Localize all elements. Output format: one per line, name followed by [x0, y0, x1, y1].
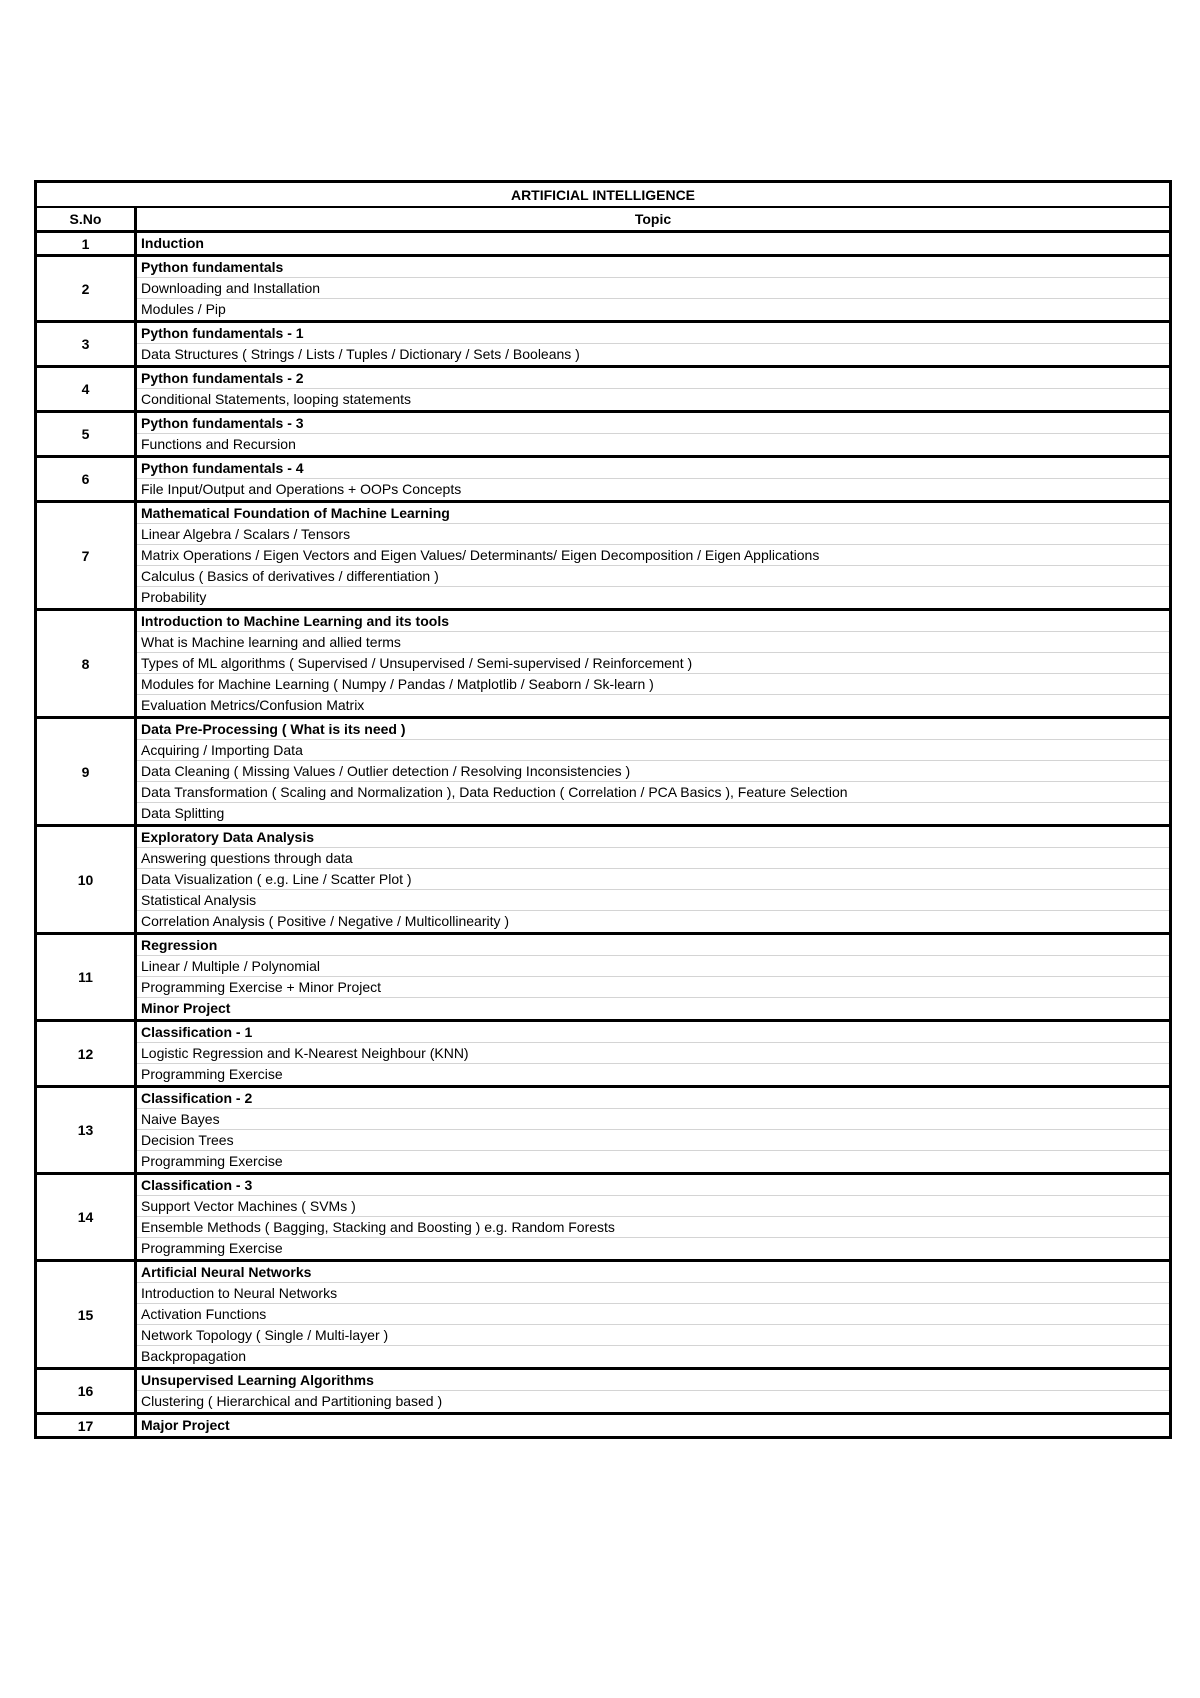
serial-number-cell: 5	[36, 412, 136, 457]
topic-subitem: Modules for Machine Learning ( Numpy / Pandas / Matplotlib / Seaborn / Sk-learn )	[137, 674, 1169, 695]
topic-heading: Artificial Neural Networks	[137, 1262, 1169, 1283]
topic-heading: Classification - 2	[137, 1088, 1169, 1109]
serial-number-cell: 15	[36, 1261, 136, 1369]
topic-heading: Unsupervised Learning Algorithms	[137, 1370, 1169, 1391]
serial-number-cell: 11	[36, 934, 136, 1021]
table-row	[36, 1087, 1171, 1174]
topic-heading: Data Pre-Processing ( What is its need )	[137, 719, 1169, 740]
topic-subitem: Clustering ( Hierarchical and Partitioning based )	[141, 1393, 443, 1409]
serial-number-cell: 7	[36, 502, 136, 610]
table-row	[36, 322, 1171, 367]
syllabus-table	[34, 180, 1172, 1439]
header-row	[36, 207, 1171, 232]
table-row	[36, 826, 1171, 934]
column-header-sno: S.No	[36, 207, 136, 232]
topic-cell	[136, 718, 1171, 826]
topic-cell	[136, 1087, 1171, 1174]
topic-subitem: Types of ML algorithms ( Supervised / Unsupervised / Semi-supervised / Reinforcement )	[137, 653, 1169, 674]
topic-cell	[136, 1261, 1171, 1369]
topic-subitem: Backpropagation	[141, 1348, 247, 1364]
table-row	[36, 610, 1171, 718]
table-row	[36, 412, 1171, 457]
topic-subitem: Data Transformation ( Scaling and Normalization ), Data Reduction ( Correlation / PCA Basics ), Feature Selection	[137, 782, 1169, 803]
topic-subitem: Downloading and Installation	[137, 278, 1169, 299]
topic-subitem: Introduction to Neural Networks	[137, 1283, 1169, 1304]
serial-number-cell: 17	[36, 1414, 136, 1438]
topic-subitem: Programming Exercise	[141, 1153, 283, 1169]
table-row	[36, 934, 1171, 1021]
serial-number-cell: 12	[36, 1021, 136, 1087]
serial-number-cell: 9	[36, 718, 136, 826]
serial-number-cell: 8	[36, 610, 136, 718]
table-row	[36, 1021, 1171, 1087]
topic-subitem: Functions and Recursion	[141, 436, 296, 452]
topic-heading: Python fundamentals - 1	[137, 323, 1169, 344]
serial-number-cell: 1	[36, 232, 136, 256]
table-row	[36, 502, 1171, 610]
topic-subitem: Naive Bayes	[137, 1109, 1169, 1130]
topic-heading: Python fundamentals	[137, 257, 1169, 278]
topic-cell	[136, 412, 1171, 457]
topic-heading: Classification - 3	[137, 1175, 1169, 1196]
serial-number-cell: 3	[36, 322, 136, 367]
topic-subitem: Ensemble Methods ( Bagging, Stacking and Boosting ) e.g. Random Forests	[137, 1217, 1169, 1238]
topic-heading: Python fundamentals - 3	[137, 413, 1169, 434]
topic-cell	[136, 256, 1171, 322]
topic-subitem: Statistical Analysis	[137, 890, 1169, 911]
topic-subitem: Data Structures ( Strings / Lists / Tuples / Dictionary / Sets / Booleans )	[141, 346, 580, 362]
topic-cell	[136, 1021, 1171, 1087]
serial-number-cell: 6	[36, 457, 136, 502]
table-row	[36, 1369, 1171, 1414]
table-body	[36, 232, 1171, 1438]
table-row	[36, 232, 1171, 256]
serial-number-cell: 2	[36, 256, 136, 322]
serial-number-cell: 14	[36, 1174, 136, 1261]
topic-subitem: Activation Functions	[137, 1304, 1169, 1325]
serial-number-cell: 16	[36, 1369, 136, 1414]
topic-cell	[136, 322, 1171, 367]
topic-cell	[136, 1414, 1171, 1438]
topic-heading: Minor Project	[141, 1000, 231, 1016]
topic-heading: Regression	[137, 935, 1169, 956]
topic-subitem: Programming Exercise + Minor Project	[137, 977, 1169, 998]
column-header-topic: Topic	[136, 207, 1171, 232]
topic-subitem: Network Topology ( Single / Multi-layer )	[137, 1325, 1169, 1346]
topic-subitem: Conditional Statements, looping statements	[141, 391, 412, 407]
topic-subitem: Programming Exercise	[141, 1066, 283, 1082]
topic-heading: Major Project	[141, 1417, 230, 1433]
topic-cell	[136, 1369, 1171, 1414]
table-row	[36, 256, 1171, 322]
topic-subitem: File Input/Output and Operations + OOPs Concepts	[141, 481, 462, 497]
topic-subitem: Correlation Analysis ( Positive / Negative / Multicollinearity )	[141, 913, 510, 929]
topic-heading: Mathematical Foundation of Machine Learning	[137, 503, 1169, 524]
topic-cell	[136, 826, 1171, 934]
topic-cell	[136, 367, 1171, 412]
table-row	[36, 718, 1171, 826]
topic-cell	[136, 502, 1171, 610]
table-row	[36, 367, 1171, 412]
table-row	[36, 457, 1171, 502]
topic-subitem: Support Vector Machines ( SVMs )	[137, 1196, 1169, 1217]
topic-subitem: Programming Exercise	[141, 1240, 283, 1256]
topic-subitem: Data Visualization ( e.g. Line / Scatter Plot )	[137, 869, 1169, 890]
serial-number-cell: 4	[36, 367, 136, 412]
title-row	[36, 182, 1171, 208]
topic-cell	[136, 934, 1171, 1021]
topic-subitem: Logistic Regression and K-Nearest Neighbour (KNN)	[137, 1043, 1169, 1064]
topic-heading: Exploratory Data Analysis	[137, 827, 1169, 848]
topic-cell	[136, 457, 1171, 502]
topic-heading: Classification - 1	[137, 1022, 1169, 1043]
serial-number-cell: 10	[36, 826, 136, 934]
topic-cell	[136, 610, 1171, 718]
topic-cell	[136, 232, 1171, 256]
topic-subitem: Decision Trees	[137, 1130, 1169, 1151]
topic-heading: Python fundamentals - 2	[137, 368, 1169, 389]
topic-subitem: What is Machine learning and allied terms	[137, 632, 1169, 653]
table-row	[36, 1174, 1171, 1261]
table-row	[36, 1261, 1171, 1369]
table-row	[36, 1414, 1171, 1438]
topic-subitem: Acquiring / Importing Data	[137, 740, 1169, 761]
topic-subitem: Data Splitting	[141, 805, 225, 821]
topic-heading: Introduction to Machine Learning and its tools	[137, 611, 1169, 632]
topic-subitem: Probability	[141, 589, 207, 605]
topic-subitem: Matrix Operations / Eigen Vectors and Eigen Values/ Determinants/ Eigen Decomposition / Eigen Applications	[137, 545, 1169, 566]
topic-subitem: Data Cleaning ( Missing Values / Outlier detection / Resolving Inconsistencies )	[137, 761, 1169, 782]
serial-number-cell: 13	[36, 1087, 136, 1174]
topic-subitem: Modules / Pip	[141, 301, 226, 317]
topic-subitem: Evaluation Metrics/Confusion Matrix	[141, 697, 365, 713]
topic-subitem: Calculus ( Basics of derivatives / differentiation )	[137, 566, 1169, 587]
table-title: ARTIFICIAL INTELLIGENCE	[36, 182, 1171, 208]
topic-heading: Python fundamentals - 4	[137, 458, 1169, 479]
topic-subitem: Answering questions through data	[137, 848, 1169, 869]
topic-heading: Induction	[141, 235, 204, 251]
topic-cell	[136, 1174, 1171, 1261]
topic-subitem: Linear / Multiple / Polynomial	[137, 956, 1169, 977]
topic-subitem: Linear Algebra / Scalars / Tensors	[137, 524, 1169, 545]
